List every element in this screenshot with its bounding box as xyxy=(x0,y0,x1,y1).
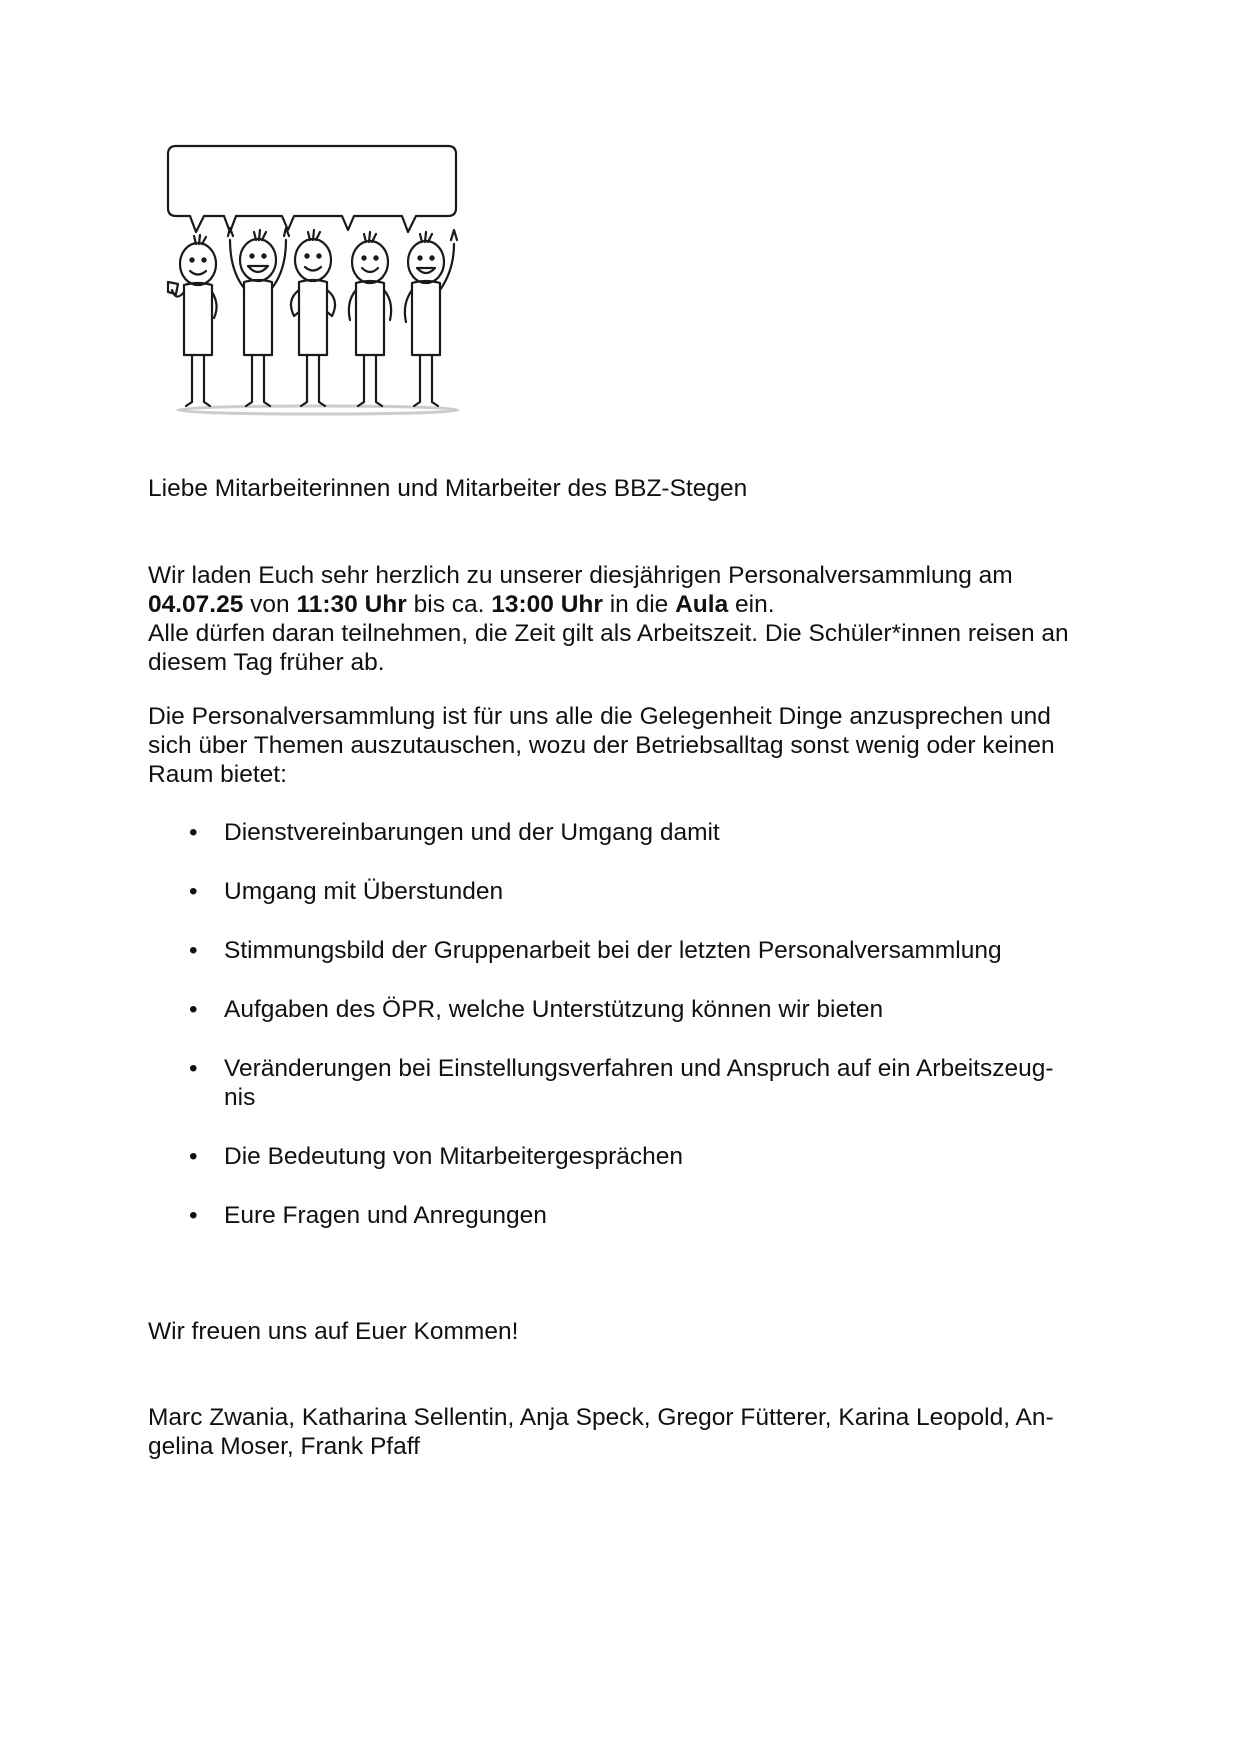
ground-shadow xyxy=(178,406,458,414)
list-item xyxy=(148,1201,1098,1230)
meeting-location: Aula xyxy=(675,591,729,618)
list-item xyxy=(148,1142,1098,1171)
invitation-line-3: Alle dürfen daran teilnehmen, die Zeit gilt als Arbeitszeit. Die Schüler*innen reisen an diesem Tag früher ab. xyxy=(148,620,1069,676)
signatures: Marc Zwania, Katharina Sellentin, Anja Speck, Gregor Fütterer, Karina Leopold, An-gelina Moser, Frank Pfaff xyxy=(148,1404,1054,1460)
end-time: 13:00 Uhr xyxy=(491,591,603,618)
meeting-date: 04.07.25 xyxy=(148,591,244,618)
intro-paragraph: Die Personalversammlung ist für uns alle die Gelegenheit Dinge anzusprechen und sich über Themen auszutauschen, wozu der Betriebsalltag sonst wenig oder keinen Raum bietet: xyxy=(148,703,1055,788)
invitation-paragraph: Wir laden Euch sehr herzlich zu unserer diesjährigen Personalversammlung am 04.07.25 von 11:30 Uhr bis ca. 13:00 Uhr in die Aula ein. Alle dürfen daran teilnehmen, die Zeit gilt als Arbeitszeit. Die Schüler*innen reisen an diesem Tag früher ab. xyxy=(148,562,1069,676)
speech-bubble xyxy=(168,146,456,232)
stick-figure-5 xyxy=(405,230,457,406)
list-item xyxy=(148,1054,1098,1112)
topic-text: Aufgaben des ÖPR, welche Unterstützung können wir bieten xyxy=(224,996,884,1023)
bullet-icon: • xyxy=(189,996,198,1023)
stick-figure-1 xyxy=(168,235,217,406)
invitation-line-1: Wir laden Euch sehr herzlich zu unserer diesjährigen Personalversammlung am xyxy=(148,562,1013,589)
stick-figure-4 xyxy=(349,232,391,406)
topic-list xyxy=(148,818,1098,1260)
topic-text: Stimmungsbild der Gruppenarbeit bei der letzten Personalversammlung xyxy=(224,937,1002,964)
list-item xyxy=(148,936,1098,965)
list-item xyxy=(148,995,1098,1024)
stick-figure-2 xyxy=(228,228,289,406)
topic-text: Veränderungen bei Einstellungsverfahren und Anspruch auf ein Arbeitszeug-nis xyxy=(224,1055,1054,1111)
bullet-icon: • xyxy=(189,878,198,905)
topic-text: Umgang mit Überstunden xyxy=(224,878,504,905)
bullet-icon: • xyxy=(189,1055,198,1082)
start-time: 11:30 Uhr xyxy=(296,591,407,618)
list-item xyxy=(148,818,1098,847)
topic-text: Eure Fragen und Anregungen xyxy=(224,1202,547,1229)
greeting: Liebe Mitarbeiterinnen und Mitarbeiter des BBZ-Stegen xyxy=(148,475,748,502)
list-item xyxy=(148,877,1098,906)
closing-line: Wir freuen uns auf Euer Kommen! xyxy=(148,1318,519,1345)
topic-text: Die Bedeutung von Mitarbeitergesprächen xyxy=(224,1143,683,1170)
bullet-icon: • xyxy=(189,1143,198,1170)
stick-figure-3 xyxy=(291,230,335,406)
topic-text: Dienstvereinbarungen und der Umgang damit xyxy=(224,819,720,846)
speech-bubble-stick-figures-illustration xyxy=(158,140,464,426)
bullet-icon: • xyxy=(189,937,198,964)
bullet-icon: • xyxy=(189,1202,198,1229)
bullet-icon: • xyxy=(189,819,198,846)
